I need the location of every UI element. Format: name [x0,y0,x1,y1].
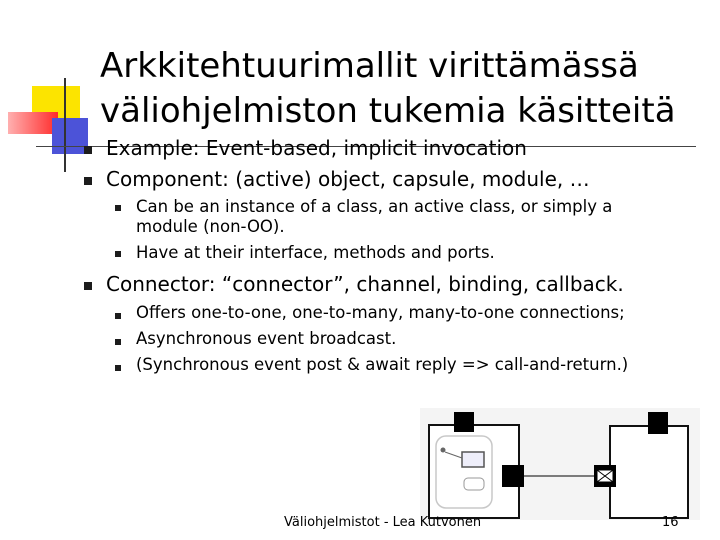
bullet-item-2: Component: (active) object, capsule, module, … [106,167,590,191]
slide-title-line-1: Arkkitehtuurimallit virittämässä [100,46,639,86]
left-top-port [454,412,474,432]
bullet-item-3: Connector: “connector”, channel, binding, callback. [106,272,624,296]
left-right-port [502,465,524,487]
sub-bullet-marker [115,205,121,211]
right-top-port [648,412,668,434]
bullet-marker [84,282,92,290]
bullet-item-1: Example: Event-based, implicit invocation [106,136,527,160]
sub-bullet-2-2: Have at their interface, methods and ports. [136,243,495,262]
sub-bullet-2-1 [136,197,612,237]
slide-title-line-2: väliohjelmiston tukemia käsitteitä [100,91,676,131]
footer-author: Väliohjelmistot - Lea Kutvonen [284,515,482,530]
sub-bullet-marker [115,313,121,319]
decor-red-bar [8,112,58,134]
bullet-marker [84,177,92,185]
inner-state [462,452,484,467]
sub-bullet-3-2: Asynchronous event broadcast. [136,329,397,348]
inner-state-small [464,478,484,490]
decor-vertical-line [64,78,66,172]
sub-bullet-marker [115,339,121,345]
sub-bullet-2-1-line-1: Can be an instance of a class, an active class, or simply a [136,197,613,216]
inner-capsule [436,436,492,508]
bullet-marker [84,146,92,154]
sub-bullet-marker [115,365,121,371]
right-component-box [610,426,688,518]
component-connector-diagram [420,408,700,520]
slide-title [100,44,710,134]
diagram-graphic [420,408,700,520]
initial-point [441,448,446,453]
sub-bullet-marker [115,251,121,257]
page-number: 16 [662,515,679,530]
decor-blue-square [52,118,88,154]
sub-bullet-2-1-line-2: module (non-OO). [136,217,285,236]
sub-bullet-3-1: Offers one-to-one, one-to-many, many-to-one connections; [136,303,625,322]
sub-bullet-3-3: (Synchronous event post & await reply => call-and-return.) [136,355,629,374]
